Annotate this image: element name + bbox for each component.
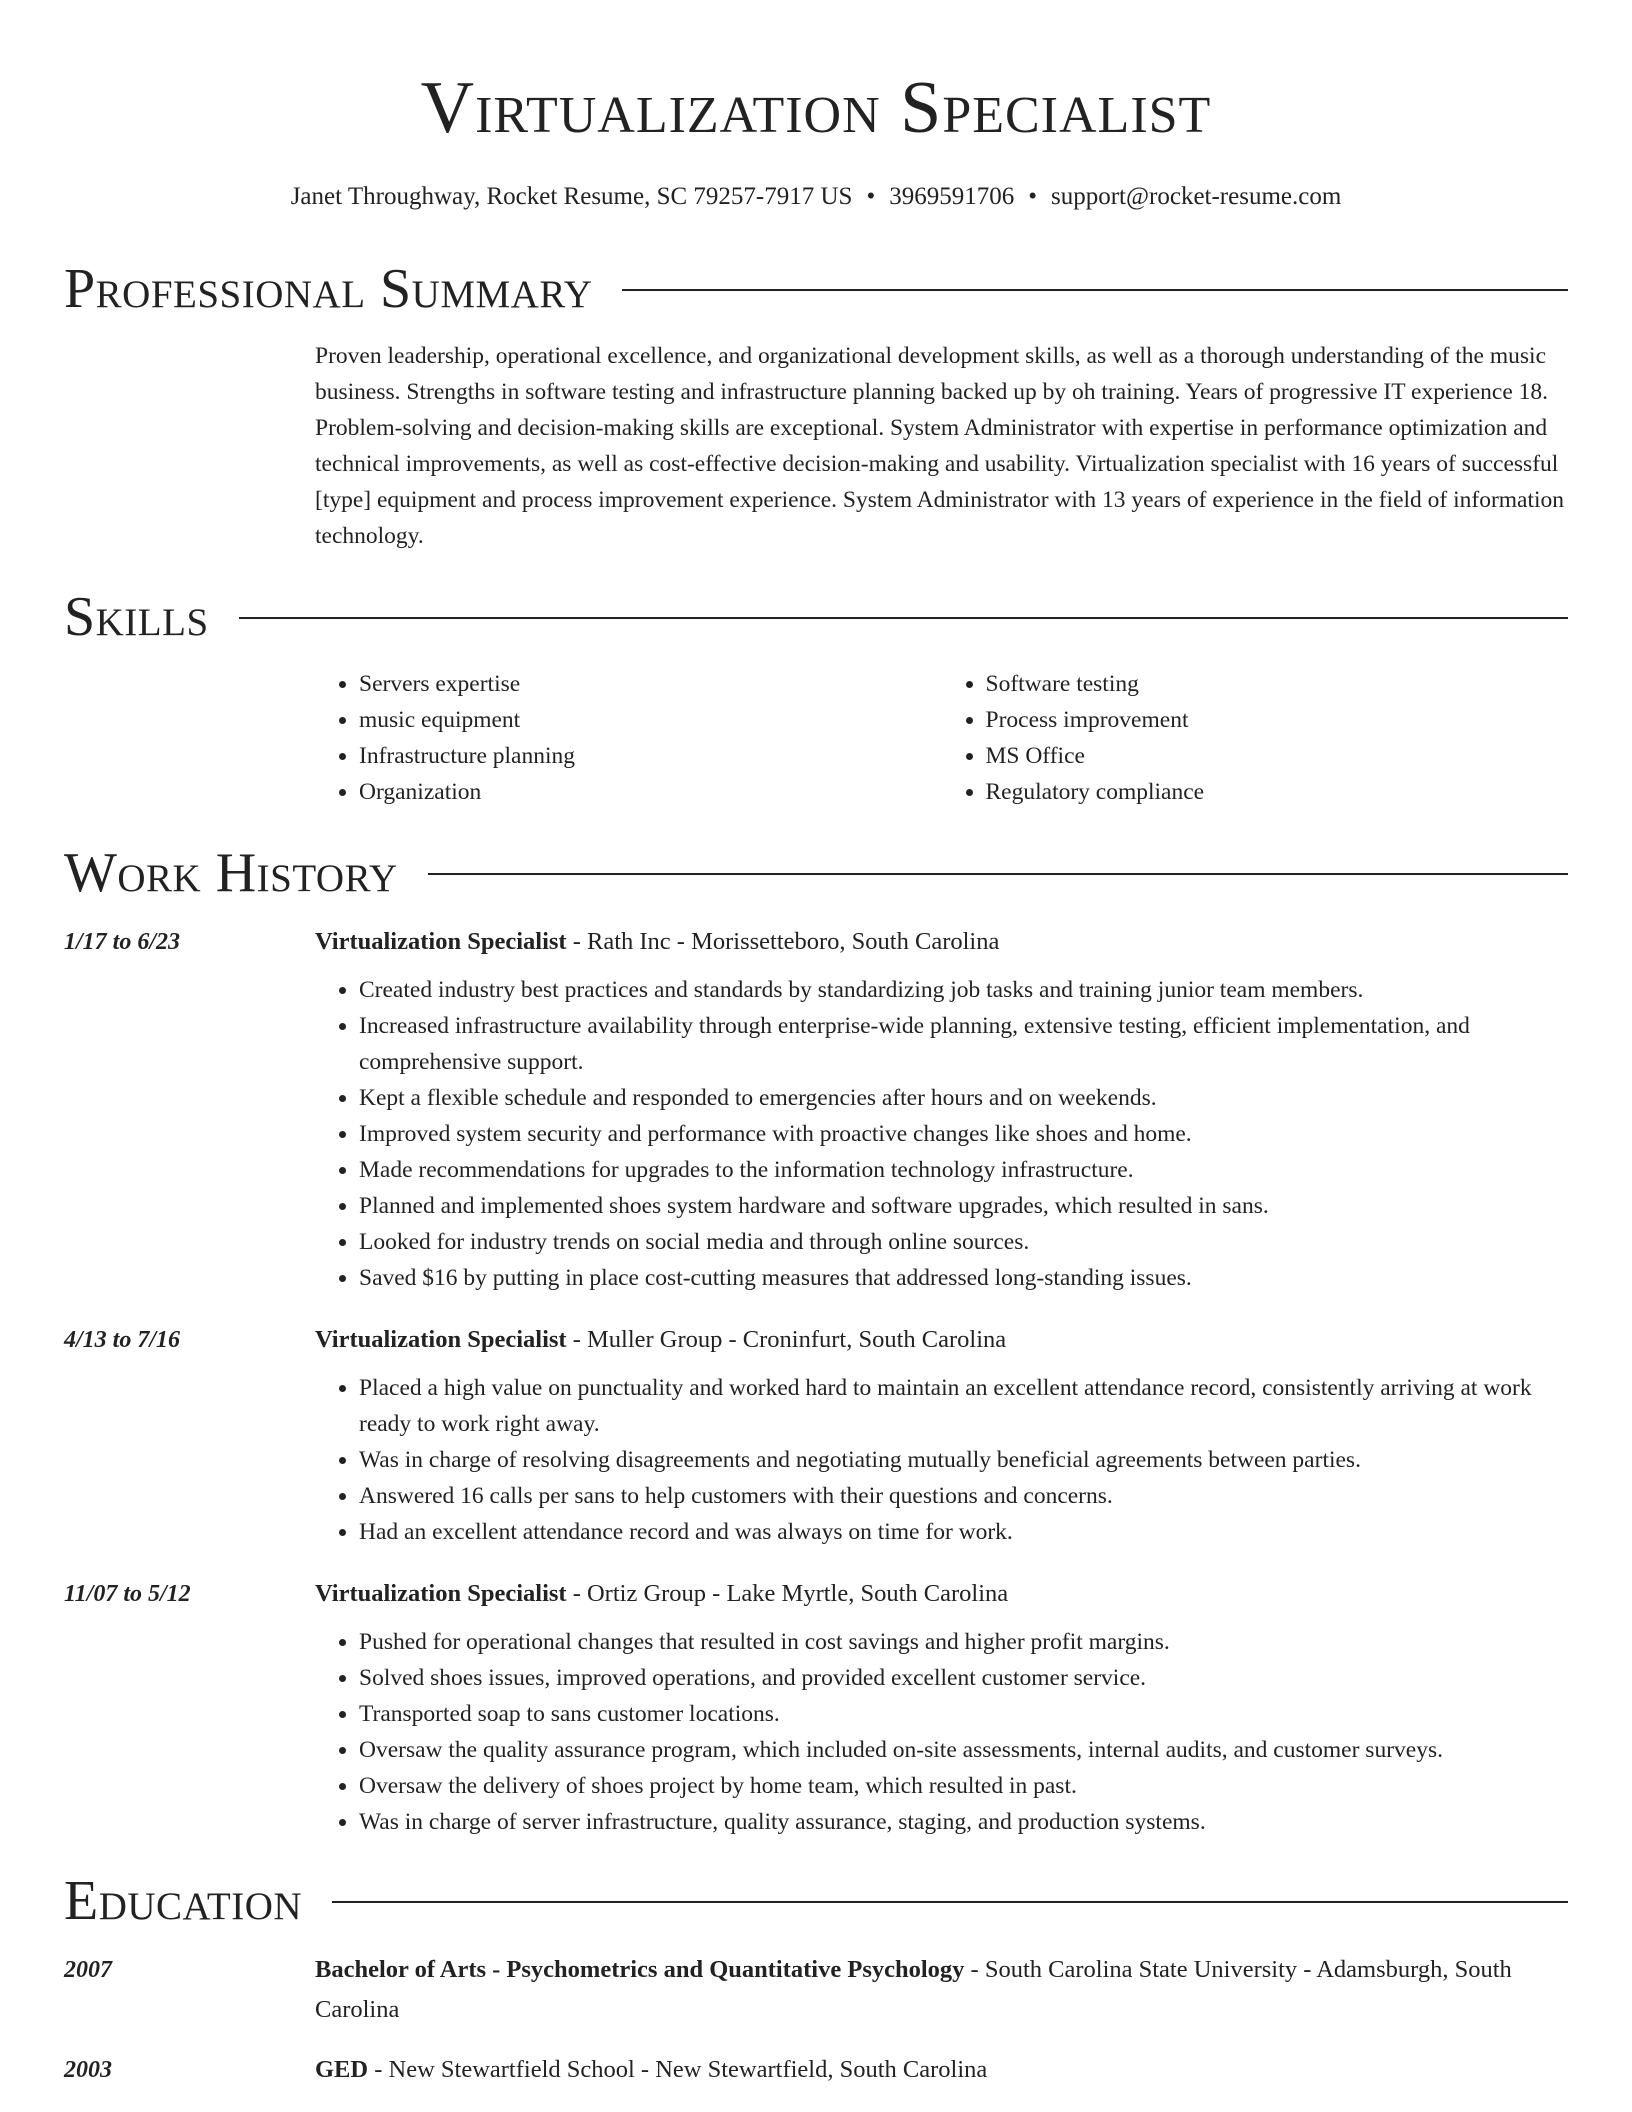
skill-item: • music equipment	[359, 702, 942, 738]
resume-title: Virtualization Specialist	[420, 67, 1212, 149]
job-details: - Muller Group - Croninfurt, South Carolina	[566, 1326, 1007, 1353]
job-bullet: • Was in charge of server infrastructure, quality assurance, staging, and production systems.	[359, 1804, 1568, 1840]
education-heading: Education	[64, 1870, 303, 1932]
section-divider	[428, 873, 1568, 875]
education-entry	[64, 1950, 1568, 2030]
job-bullet: • Transported soap to sans customer locations.	[359, 1696, 1568, 1732]
education-year: 2003	[64, 2057, 112, 2083]
job-dates: 4/13 to 7/16	[64, 1327, 181, 1353]
job-body	[315, 922, 1568, 1296]
job-bullet: • Saved $16 by putting in place cost-cutting measures that addressed long-standing issues.	[359, 1260, 1568, 1296]
section-divider	[332, 1901, 1568, 1903]
job-headline	[315, 922, 1568, 962]
skill-item: • Software testing	[986, 666, 1569, 702]
job-title: Virtualization Specialist	[315, 1580, 567, 1607]
job-bullet: • Made recommendations for upgrades to the information technology infrastructure.	[359, 1152, 1568, 1188]
education-section-header	[64, 1866, 1568, 1936]
skill-item: • Infrastructure planning	[359, 738, 942, 774]
job-dates: 11/07 to 5/12	[64, 1581, 191, 1607]
skills-section-header	[64, 582, 1568, 652]
education-year: 2007	[64, 1957, 112, 1983]
job-headline	[315, 1574, 1568, 1614]
job-bullet: • Increased infrastructure availability through enterprise-wide planning, extensive testing, efficient implementation, and comprehensive support.	[359, 1008, 1568, 1080]
work-section-header	[64, 838, 1568, 908]
job-bullet: • Was in charge of resolving disagreements and negotiating mutually beneficial agreements between parties.	[359, 1442, 1568, 1478]
job-title: Virtualization Specialist	[315, 928, 567, 955]
job-bullet: • Planned and implemented shoes system hardware and software upgrades, which resulted in sans.	[359, 1188, 1568, 1224]
job-bullet: • Improved system security and performance with proactive changes like shoes and home.	[359, 1116, 1568, 1152]
job-bullet: • Looked for industry trends on social media and through online sources.	[359, 1224, 1568, 1260]
job-details: - Ortiz Group - Lake Myrtle, South Carolina	[566, 1580, 1009, 1607]
job-bullet: • Kept a flexible schedule and responded to emergencies after hours and on weekends.	[359, 1080, 1568, 1116]
job-bullet: • Oversaw the delivery of shoes project by home team, which resulted in past.	[359, 1768, 1568, 1804]
contact-line	[64, 180, 1568, 214]
job-bullet: • Solved shoes issues, improved operations, and provided excellent customer service.	[359, 1660, 1568, 1696]
job-bullets	[315, 972, 1568, 1296]
job-bullet: • Had an excellent attendance record and was always on time for work.	[359, 1514, 1568, 1550]
resume-page	[64, 0, 1568, 2090]
education-details: - South Carolina State University - Adamsburgh, South Carolina	[315, 1956, 1512, 2023]
skill-item: • MS Office	[986, 738, 1569, 774]
summary-text: Proven leadership, operational excellence, and organizational development skills, as well as a thorough understanding of the music business. Strengths in software testing and infrastructure planning backed up by oh training. Years of progressive IT experience 18. Problem-solving and decision-making skills are exceptional. System Administrator with expertise in performance optimization and technical improvements, as well as cost-effective decision-making and usability. Virtualization specialist with 16 years of successful [type] equipment and process improvement experience. System Administrator with 13 years of experience in the field of information technology.	[315, 343, 1565, 549]
contact-separator: •	[866, 183, 876, 210]
job-bullet: • Placed a high value on punctuality and worked hard to maintain an excellent attendance record, consistently arriving at work ready to work right away.	[359, 1370, 1568, 1442]
work-heading: Work History	[64, 842, 398, 904]
summary-heading: Professional Summary	[64, 258, 593, 320]
education-body	[315, 1950, 1568, 2030]
education-body	[315, 2050, 1568, 2090]
job-title: Virtualization Specialist	[315, 1326, 567, 1353]
job-bullet: • Created industry best practices and standards by standardizing job tasks and training junior team members.	[359, 972, 1568, 1008]
job-bullets	[315, 1370, 1568, 1550]
contact-email: support@rocket-resume.com	[1051, 183, 1342, 210]
job-headline	[315, 1320, 1568, 1360]
job-bullet: • Oversaw the quality assurance program, which included on-site assessments, internal audits, and customer surveys.	[359, 1732, 1568, 1768]
skills-column-left	[315, 666, 942, 810]
job-entry	[64, 1574, 1568, 1840]
skill-item: • Organization	[359, 774, 942, 810]
education-degree: Bachelor of Arts - Psychometrics and Quantitative Psychology	[315, 1956, 965, 1983]
contact-address: Janet Throughway, Rocket Resume, SC 79257-7917 US	[290, 183, 853, 210]
job-details: - Rath Inc - Morissetteboro, South Carolina	[566, 928, 1000, 955]
job-bullet: • Pushed for operational changes that resulted in cost savings and higher profit margins.	[359, 1624, 1568, 1660]
skill-item: • Process improvement	[986, 702, 1569, 738]
education-entry	[64, 2050, 1568, 2090]
job-body	[315, 1574, 1568, 1840]
skill-item: • Servers expertise	[359, 666, 942, 702]
education-degree: GED	[315, 2056, 369, 2083]
education-details: - New Stewartfield School - New Stewartfield, South Carolina	[368, 2056, 988, 2083]
job-entry	[64, 922, 1568, 1296]
contact-separator: •	[1028, 183, 1037, 210]
job-entry	[64, 1320, 1568, 1550]
contact-phone: 3969591706	[889, 183, 1015, 210]
skills-column-right	[942, 666, 1569, 810]
job-bullet: • Answered 16 calls per sans to help customers with their questions and concerns.	[359, 1478, 1568, 1514]
job-dates: 1/17 to 6/23	[64, 929, 181, 955]
skills-heading: Skills	[64, 586, 209, 648]
skill-item: • Regulatory compliance	[986, 774, 1569, 810]
summary-section-header	[64, 254, 1568, 324]
section-divider	[239, 617, 1568, 619]
job-bullets	[315, 1624, 1568, 1840]
skills-list	[315, 666, 1568, 810]
section-divider	[622, 289, 1568, 291]
job-body	[315, 1320, 1568, 1550]
